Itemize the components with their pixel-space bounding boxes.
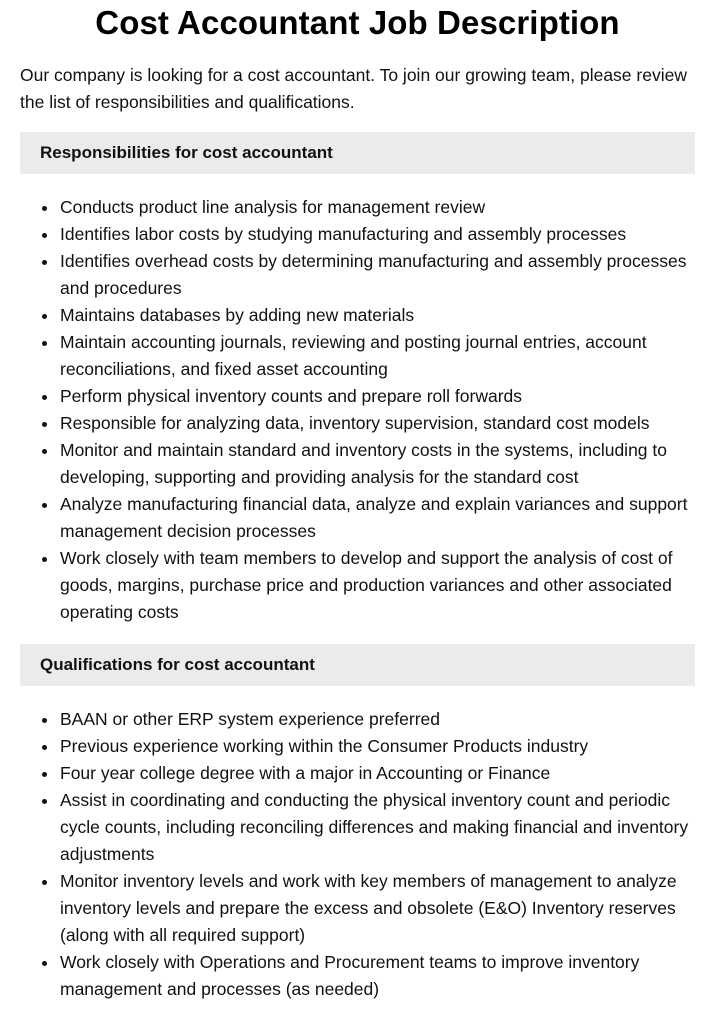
list-item: BAAN or other ERP system experience preferred — [60, 706, 695, 733]
list-item: Identifies overhead costs by determining manufacturing and assembly processes and procedures — [60, 248, 695, 302]
list-item: Work closely with Operations and Procurement teams to improve inventory management and processes (as needed) — [60, 949, 695, 1003]
list-item: Monitor and maintain standard and inventory costs in the systems, including to developing, supporting and providing analysis for the standard cost — [60, 437, 695, 491]
list-item: Previous experience working within the Consumer Products industry — [60, 733, 695, 760]
list-item: Perform physical inventory counts and prepare roll forwards — [60, 383, 695, 410]
list-item: Identifies labor costs by studying manufacturing and assembly processes — [60, 221, 695, 248]
page-title: Cost Accountant Job Description — [95, 4, 620, 41]
list-item: Monitor inventory levels and work with key members of management to analyze inventory levels and prepare the excess and obsolete (E&O) Inventory reserves (along with all required support) — [60, 868, 695, 949]
qualifications-list — [20, 706, 695, 1003]
list-item: Analyze manufacturing financial data, analyze and explain variances and support management decision processes — [60, 491, 695, 545]
list-item: Four year college degree with a major in Accounting or Finance — [60, 760, 695, 787]
responsibilities-list — [20, 194, 695, 626]
list-item: Maintain accounting journals, reviewing and posting journal entries, account reconciliations, and fixed asset accounting — [60, 329, 695, 383]
responsibilities-section-header: Responsibilities for cost accountant — [20, 132, 695, 174]
qualifications-section-header: Qualifications for cost accountant — [20, 644, 695, 686]
list-item: Maintains databases by adding new materials — [60, 302, 695, 329]
intro-paragraph: Our company is looking for a cost accountant. To join our growing team, please review the list of responsibilities and qualifications. — [20, 65, 687, 112]
list-item: Responsible for analyzing data, inventory supervision, standard cost models — [60, 410, 695, 437]
list-item: Conducts product line analysis for management review — [60, 194, 695, 221]
list-item: Work closely with team members to develop and support the analysis of cost of goods, margins, purchase price and production variances and other associated operating costs — [60, 545, 695, 626]
list-item: Assist in coordinating and conducting the physical inventory count and periodic cycle counts, including reconciling differences and making financial and inventory adjustments — [60, 787, 695, 868]
